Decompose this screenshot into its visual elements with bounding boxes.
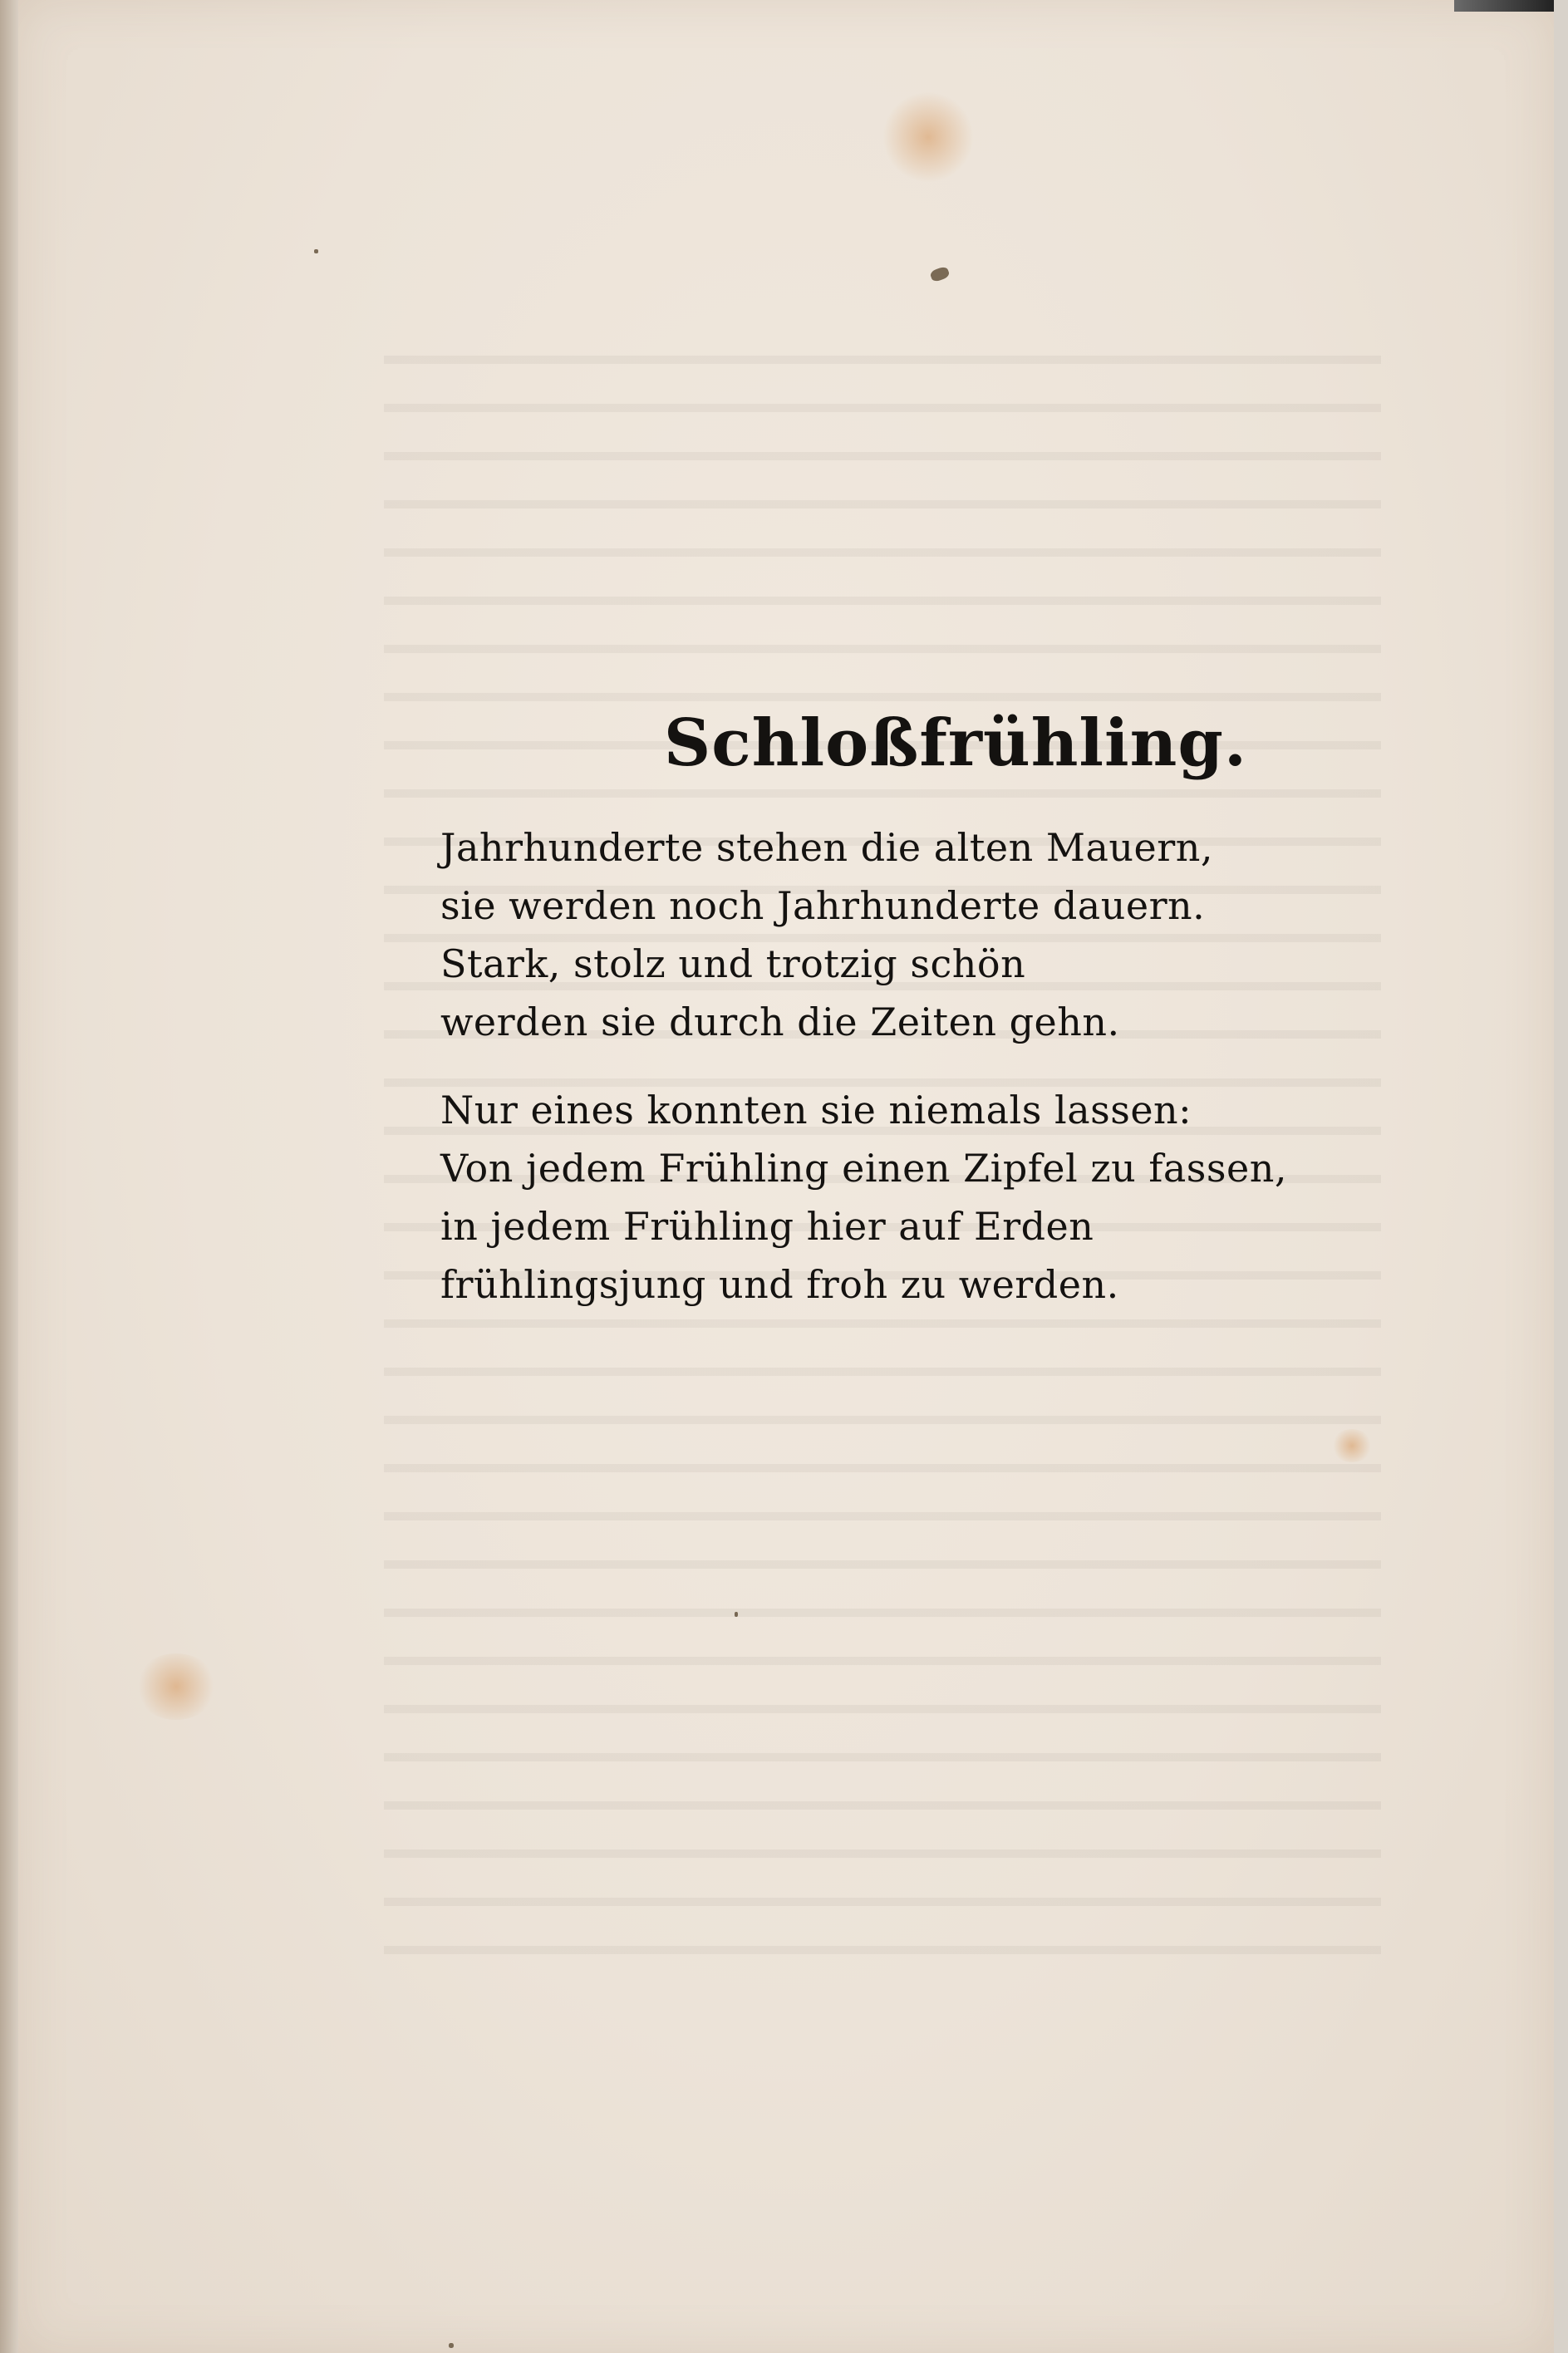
paper-spot — [314, 249, 318, 253]
stanza-2 — [440, 1081, 1396, 1314]
book-spine-edge — [0, 0, 18, 2353]
verse-line: Jahrhunderte stehen die alten Mauern, — [440, 825, 1213, 870]
poem-title: Schloßfrühling. — [663, 705, 1248, 781]
paper-spot — [449, 2343, 454, 2348]
paper-spot — [929, 266, 950, 283]
verse-line: Von jedem Frühling einen Zipfel zu fassen, — [440, 1146, 1287, 1191]
poem — [440, 702, 1396, 1344]
verse-line: frühlingsjung und froh zu werden. — [440, 1262, 1119, 1307]
foxing-stain — [135, 1653, 218, 1720]
cover-edge — [1454, 0, 1554, 12]
verse-line: Stark, stolz und trotzig schön — [440, 941, 1026, 986]
stanza-1 — [440, 818, 1396, 1051]
verse-line: sie werden noch Jahrhunderte dauern. — [440, 883, 1206, 928]
verse-line: Nur eines konnten sie niemals lassen: — [440, 1088, 1192, 1132]
verse-line: werden sie durch die Zeiten gehn. — [440, 1000, 1120, 1044]
foxing-stain — [882, 91, 974, 183]
verse-line: in jedem Frühling hier auf Erden — [440, 1204, 1094, 1249]
